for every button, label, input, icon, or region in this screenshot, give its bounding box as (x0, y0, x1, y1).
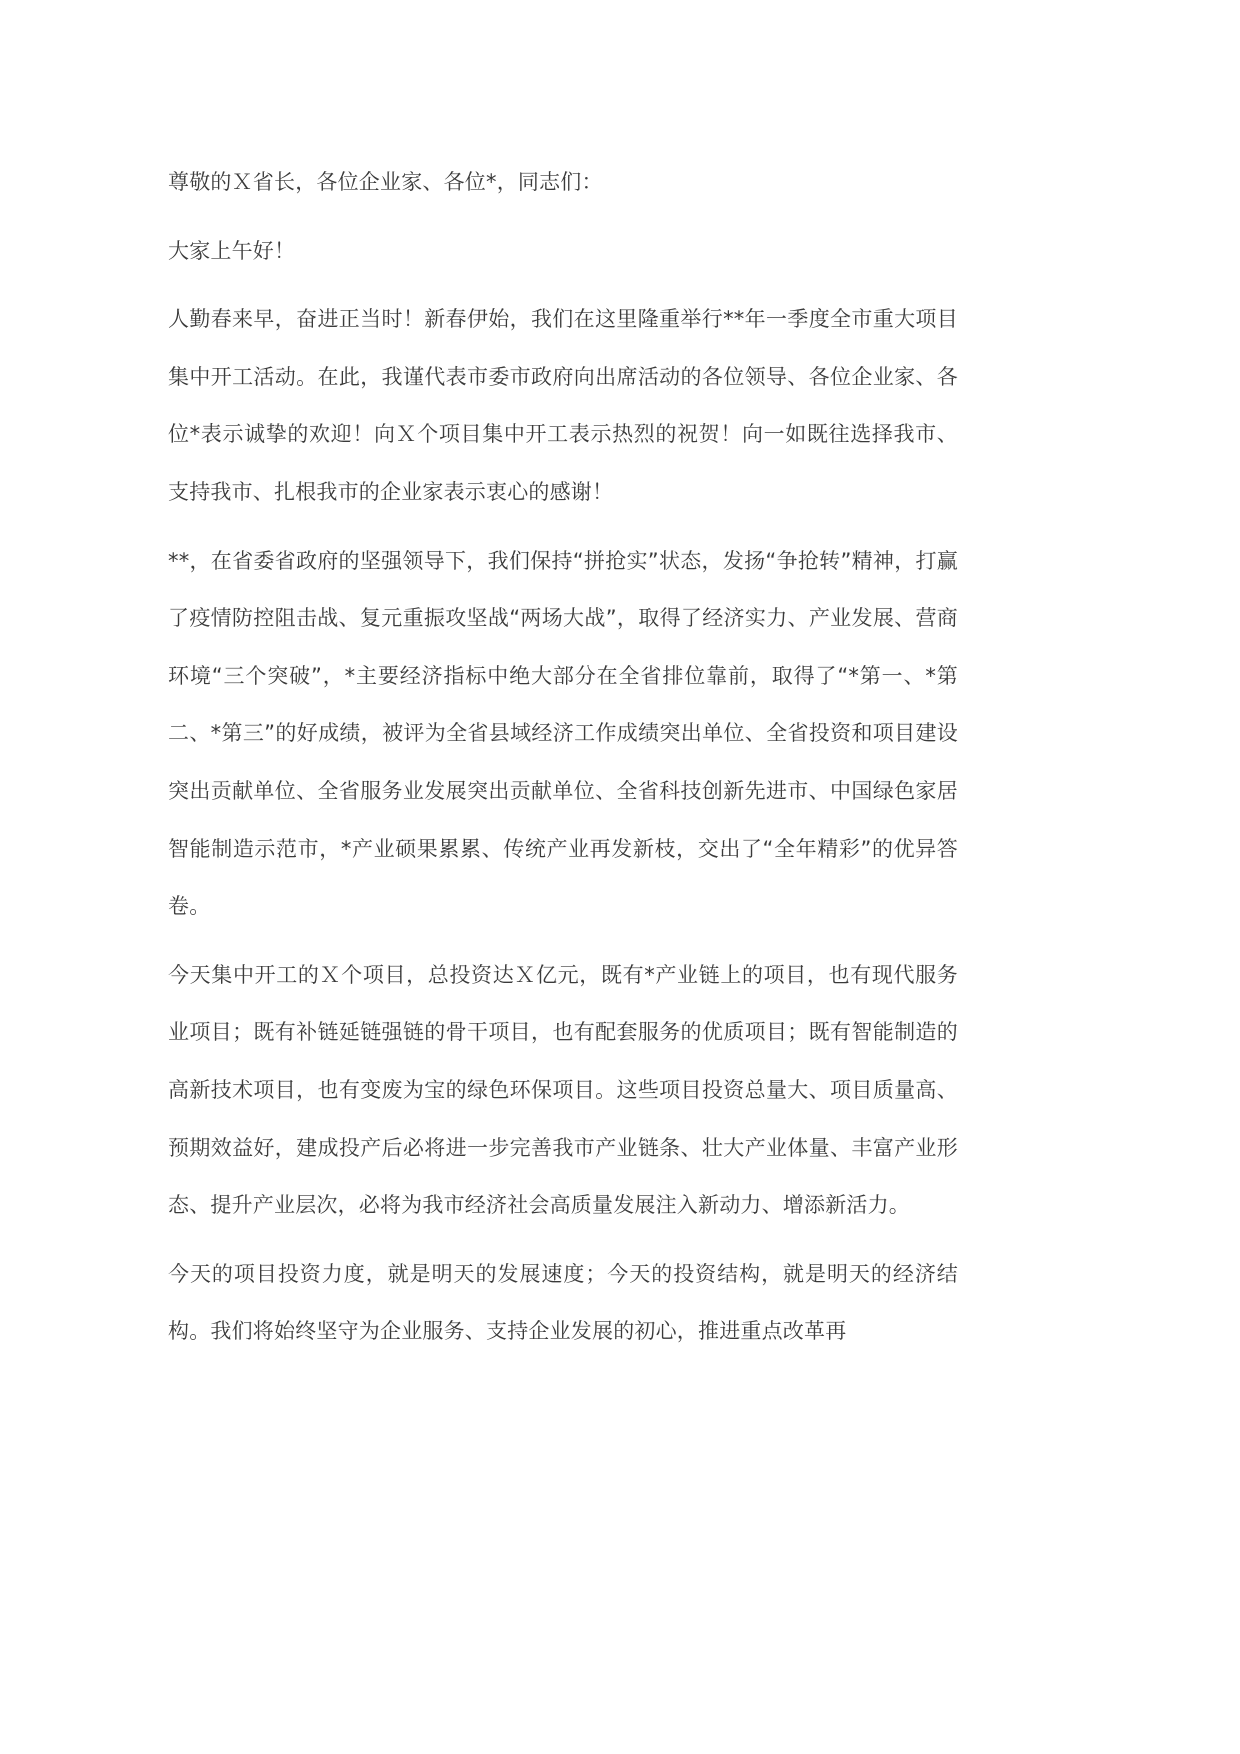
paragraph-opening: 人勤春来早，奋进正当时！新春伊始，我们在这里隆重举行**年一季度全市重大项目集中开工活动。在此，我谨代表市委市政府向出席活动的各位领导、各位企业家、各位*表示诚挚的欢迎！向Ｘ个项目集中开工表示热烈的祝贺！向一如既往选择我市、支持我市、扎根我市的企业家表示衷心的感谢！ (168, 307, 958, 504)
document-page (168, 154, 958, 1372)
paragraph-achievements: **，在省委省政府的坚强领导下，我们保持“拼抢实”状态，发扬“争抢转”精神，打赢了疫情防控阻击战、复元重振攻坚战“两场大战”，取得了经济实力、产业发展、营商环境“三个突破”，*主要经济指标中绝大部分在全省排位靠前，取得了“*第一、*第二、*第三”的好成绩，被评为全省县域经济工作成绩突出单位、全省投资和项目建设突出贡献单位、全省服务业发展突出贡献单位、全省科技创新先进市、中国绿色家居智能制造示范市，*产业硕果累累、传统产业再发新枝，交出了“全年精彩”的优异答卷。 (168, 548, 958, 919)
greeting: 大家上午好！ (168, 238, 296, 263)
salutation: 尊敬的Ｘ省长，各位企业家、各位*，同志们： (168, 170, 603, 194)
paragraph-commitment: 今天的项目投资力度，就是明天的发展速度；今天的投资结构，就是明天的经济结构。我们将始终坚守为企业服务、支持企业发展的初心，推进重点改革再 (168, 1261, 958, 1344)
paragraph-projects: 今天集中开工的Ｘ个项目，总投资达Ｘ亿元，既有*产业链上的项目，也有现代服务业项目；既有补链延链强链的骨干项目，也有配套服务的优质项目；既有智能制造的高新技术项目，也有变废为宝的绿色环保项目。这些项目投资总量大、项目质量高、预期效益好，建成投产后必将进一步完善我市产业链条、壮大产业体量、丰富产业形态、提升产业层次，必将为我市经济社会高质量发展注入新动力、增添新活力。 (168, 962, 958, 1218)
